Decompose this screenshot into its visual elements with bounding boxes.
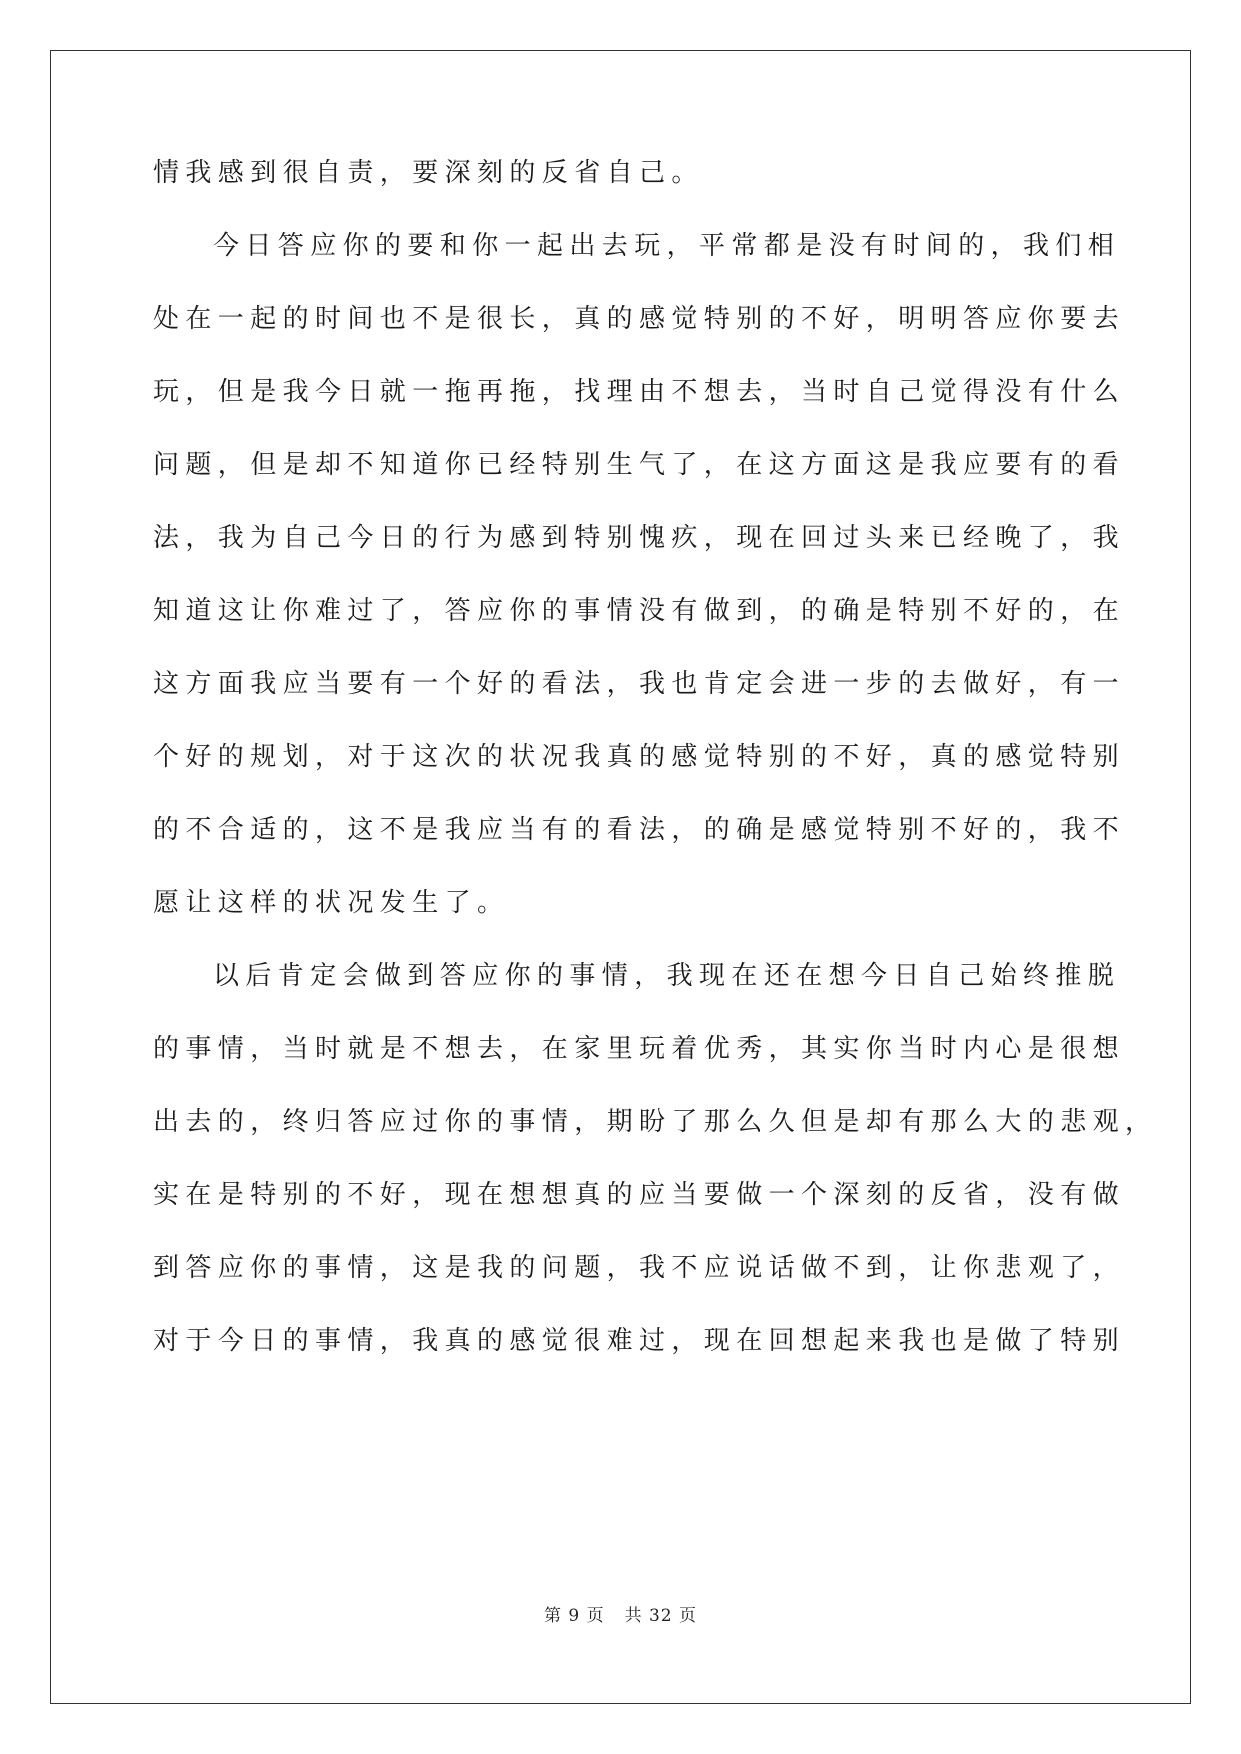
page-total: 共 32 页 <box>624 1606 698 1626</box>
text-line: 玩，但是我今日就一拖再拖，找理由不想去，当时自己觉得没有什么 <box>153 377 1126 407</box>
text-line: 的事情，当时就是不想去，在家里玩着优秀，其实你当时内心是很想 <box>153 1034 1126 1064</box>
text-line: 对于今日的事情，我真的感觉很难过，现在回想起来我也是做了特别 <box>153 1326 1126 1356</box>
paragraph-start-line: 以后肯定会做到答应你的事情，我现在还在想今日自己始终推脱 <box>213 961 1121 991</box>
text-line: 个好的规划，对于这次的状况我真的感觉特别的不好，真的感觉特别 <box>153 742 1126 772</box>
paragraph-start-line: 今日答应你的要和你一起出去玩，平常都是没有时间的，我们相 <box>213 231 1121 261</box>
page-number: 第 9 页 <box>543 1606 605 1626</box>
text-line: 处在一起的时间也不是很长，真的感觉特别的不好，明明答应你要去 <box>153 304 1126 334</box>
text-line: 法，我为自己今日的行为感到特别愧疚，现在回过头来已经晚了，我 <box>153 523 1126 553</box>
text-line: 问题，但是却不知道你已经特别生气了，在这方面这是我应要有的看 <box>153 450 1126 480</box>
text-line: 到答应你的事情，这是我的问题，我不应说话做不到，让你悲观了， <box>153 1253 1126 1283</box>
text-line: 愿让这样的状况发生了。 <box>153 888 510 918</box>
text-line: 这方面我应当要有一个好的看法，我也肯定会进一步的去做好，有一 <box>153 669 1126 699</box>
text-line: 实在是特别的不好，现在想想真的应当要做一个深刻的反省，没有做 <box>153 1180 1126 1210</box>
text-line: 出去的，终归答应过你的事情，期盼了那么久但是却有那么大的悲观， <box>153 1107 1158 1137</box>
text-line: 情我感到很自责，要深刻的反省自己。 <box>153 158 704 188</box>
page-footer <box>0 1601 1241 1626</box>
text-line: 知道这让你难过了，答应你的事情没有做到，的确是特别不好的，在 <box>153 596 1126 626</box>
page-border <box>50 50 1191 1704</box>
text-line: 的不合适的，这不是我应当有的看法，的确是感觉特别不好的，我不 <box>153 815 1126 845</box>
